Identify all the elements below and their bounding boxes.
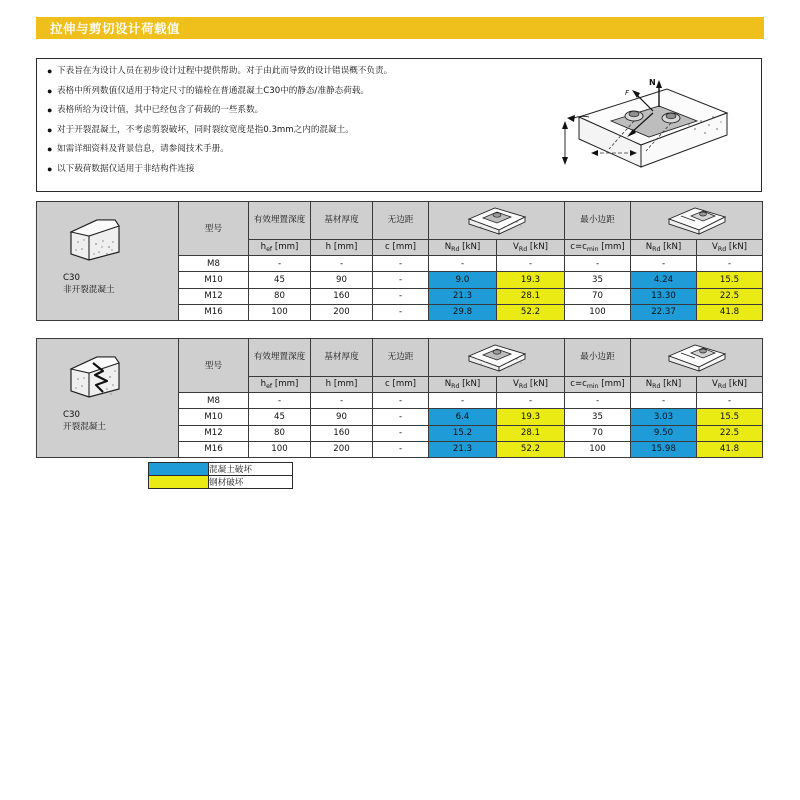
min-edge-slab-icon bbox=[631, 339, 763, 377]
concrete-block-icon bbox=[63, 214, 127, 269]
spec-grade: C30 bbox=[63, 273, 80, 283]
unit-nrd-min-edge: $N_{Rd}$ [kN] bbox=[631, 376, 697, 392]
spec-condition: 非开裂混凝土 bbox=[63, 285, 115, 295]
anchor-slab-force-diagram bbox=[549, 69, 739, 184]
cell-hef: 45 bbox=[249, 272, 311, 288]
anchor-slab-force-diagram-svg bbox=[549, 69, 739, 184]
cracked-concrete-block-icon bbox=[63, 351, 127, 406]
cell-c: - bbox=[373, 256, 429, 272]
unit-nrd-min-edge: $N_{Rd}$ [kN] bbox=[631, 239, 697, 255]
section-title-bar bbox=[36, 17, 764, 39]
cell-vrd-min-edge: 41.8 bbox=[697, 304, 763, 320]
legend-label-concrete-failure: 混凝土破坏 bbox=[209, 463, 293, 476]
cell-model: M12 bbox=[179, 288, 249, 304]
unit-vrd-min-edge: $V_{Rd}$ [kN] bbox=[697, 376, 763, 392]
bullet-icon: ● bbox=[47, 105, 53, 115]
col-header-no-edge: 无边距 bbox=[373, 339, 429, 377]
cell-cmin: 70 bbox=[565, 288, 631, 304]
note-text: 以下载荷数据仅适用于非结构件连接 bbox=[57, 163, 195, 174]
cell-cmin: 35 bbox=[565, 272, 631, 288]
cell-h: 200 bbox=[311, 304, 373, 320]
unit-hef: $h_{ef}$ [mm] bbox=[249, 239, 311, 255]
cell-nrd-min-edge: 15.98 bbox=[631, 441, 697, 457]
cell-vrd-no-edge: - bbox=[497, 393, 565, 409]
unit-c-cmin: $c=c_{min}$ [mm] bbox=[565, 239, 631, 255]
col-header-min-edge: 最小边距 bbox=[565, 202, 631, 240]
cell-cmin: - bbox=[565, 256, 631, 272]
notes-list bbox=[47, 65, 547, 182]
unit-nrd-no-edge: $N_{Rd}$ [kN] bbox=[429, 376, 497, 392]
bullet-icon: ● bbox=[47, 124, 53, 135]
page-title: 拉伸与剪切设计荷载值 bbox=[50, 22, 181, 36]
cell-cmin: 100 bbox=[565, 304, 631, 320]
cell-vrd-no-edge: 19.3 bbox=[497, 272, 565, 288]
col-header-no-edge: 无边距 bbox=[373, 202, 429, 240]
cell-nrd-no-edge: 21.3 bbox=[429, 288, 497, 304]
cell-vrd-no-edge: 52.2 bbox=[497, 304, 565, 320]
spec-label-cracked bbox=[63, 409, 106, 433]
bullet-icon: ● bbox=[47, 163, 53, 174]
no-edge-slab-icon bbox=[429, 339, 565, 377]
unit-c-cmin: $c=c_{min}$ [mm] bbox=[565, 376, 631, 392]
cell-nrd-min-edge: 22.37 bbox=[631, 304, 697, 320]
cell-model: M16 bbox=[179, 304, 249, 320]
cell-h: 90 bbox=[311, 272, 373, 288]
col-header-base-thickness: 基材厚度 bbox=[311, 339, 373, 377]
unit-vrd-no-edge: $V_{Rd}$ [kN] bbox=[497, 376, 565, 392]
cell-c: - bbox=[373, 393, 429, 409]
unit-h: h [mm] bbox=[311, 376, 373, 392]
legend-swatch-steel-failure bbox=[149, 476, 209, 489]
cell-nrd-min-edge: 4.24 bbox=[631, 272, 697, 288]
bullet-icon: ● bbox=[47, 144, 53, 154]
cell-nrd-min-edge: 13.30 bbox=[631, 288, 697, 304]
list-item bbox=[47, 124, 547, 137]
bullet-icon: ● bbox=[47, 85, 53, 96]
min-edge-slab-icon bbox=[631, 202, 763, 240]
cell-vrd-min-edge: 41.8 bbox=[697, 441, 763, 457]
unit-c: c [mm] bbox=[373, 239, 429, 255]
cell-cmin: 70 bbox=[565, 425, 631, 441]
cell-nrd-no-edge: 9.0 bbox=[429, 272, 497, 288]
cell-vrd-min-edge: - bbox=[697, 393, 763, 409]
unit-vrd-min-edge: $V_{Rd}$ [kN] bbox=[697, 239, 763, 255]
cell-vrd-no-edge: 52.2 bbox=[497, 441, 565, 457]
unit-hef: $h_{ef}$ [mm] bbox=[249, 376, 311, 392]
note-text: 对于开裂混凝土，不考虑剪裂破坏，同时裂纹宽度是指0.3mm之内的混凝土。 bbox=[57, 124, 354, 135]
bullet-icon: ● bbox=[47, 66, 53, 76]
list-item bbox=[47, 163, 547, 176]
table-cracked-concrete bbox=[36, 338, 763, 458]
cell-c: - bbox=[373, 409, 429, 425]
cell-model: M12 bbox=[179, 425, 249, 441]
cell-hef: 100 bbox=[249, 304, 311, 320]
spec-condition: 开裂混凝土 bbox=[63, 422, 106, 432]
spec-grade: C30 bbox=[63, 410, 80, 420]
cell-hef: - bbox=[249, 393, 311, 409]
cell-nrd-no-edge: 29.8 bbox=[429, 304, 497, 320]
cell-c: - bbox=[373, 304, 429, 320]
notes-box bbox=[36, 58, 762, 192]
force-label-shear: F bbox=[625, 89, 630, 97]
cell-model: M16 bbox=[179, 441, 249, 457]
cell-nrd-min-edge: 9.50 bbox=[631, 425, 697, 441]
cell-nrd-no-edge: 6.4 bbox=[429, 409, 497, 425]
force-label-normal: N bbox=[649, 78, 656, 87]
spec-cell-cracked bbox=[37, 339, 179, 458]
cell-c: - bbox=[373, 425, 429, 441]
list-item bbox=[47, 143, 547, 156]
col-header-embed-depth: 有效埋置深度 bbox=[249, 339, 311, 377]
cell-vrd-no-edge: 19.3 bbox=[497, 409, 565, 425]
table-header-row-top bbox=[37, 339, 763, 377]
cell-c: - bbox=[373, 272, 429, 288]
cell-h: 160 bbox=[311, 425, 373, 441]
cell-h: 160 bbox=[311, 288, 373, 304]
cell-cmin: 100 bbox=[565, 441, 631, 457]
list-item bbox=[47, 104, 547, 117]
col-header-model: 型号 bbox=[179, 339, 249, 393]
no-edge-slab-icon bbox=[429, 202, 565, 240]
unit-c: c [mm] bbox=[373, 376, 429, 392]
cell-vrd-min-edge: 22.5 bbox=[697, 425, 763, 441]
cell-vrd-min-edge: 22.5 bbox=[697, 288, 763, 304]
cell-hef: 80 bbox=[249, 288, 311, 304]
cell-nrd-min-edge: - bbox=[631, 256, 697, 272]
col-header-base-thickness: 基材厚度 bbox=[311, 202, 373, 240]
cell-model: M10 bbox=[179, 409, 249, 425]
cell-c: - bbox=[373, 441, 429, 457]
legend bbox=[148, 462, 293, 489]
legend-swatch-concrete-failure bbox=[149, 463, 209, 476]
cell-cmin: 35 bbox=[565, 409, 631, 425]
note-text: 下表旨在为设计人员在初步设计过程中提供帮助。对于由此而导致的设计错误概不负责。 bbox=[57, 66, 393, 76]
unit-h: h [mm] bbox=[311, 239, 373, 255]
cell-nrd-no-edge: - bbox=[429, 256, 497, 272]
cell-hef: - bbox=[249, 256, 311, 272]
cell-hef: 100 bbox=[249, 441, 311, 457]
note-text: 表格所给为设计值，其中已经包含了荷载的一些系数。 bbox=[57, 105, 264, 115]
cell-nrd-min-edge: - bbox=[631, 393, 697, 409]
cell-h: - bbox=[311, 393, 373, 409]
note-text: 表格中所列数值仅适用于特定尺寸的锚栓在普通混凝土C30中的静态/准静态荷载。 bbox=[57, 85, 370, 96]
cell-hef: 45 bbox=[249, 409, 311, 425]
list-item bbox=[47, 85, 547, 98]
cell-model: M8 bbox=[179, 393, 249, 409]
cell-nrd-no-edge: 21.3 bbox=[429, 441, 497, 457]
col-header-model: 型号 bbox=[179, 202, 249, 256]
cell-model: M10 bbox=[179, 272, 249, 288]
cell-model: M8 bbox=[179, 256, 249, 272]
cell-h: 200 bbox=[311, 441, 373, 457]
cell-hef: 80 bbox=[249, 425, 311, 441]
list-item bbox=[47, 65, 547, 78]
spec-label-uncracked bbox=[63, 272, 115, 296]
cell-vrd-min-edge: 15.5 bbox=[697, 409, 763, 425]
cell-vrd-no-edge: - bbox=[497, 256, 565, 272]
table-header-row-top bbox=[37, 202, 763, 240]
legend-label-steel-failure: 钢材破坏 bbox=[209, 476, 293, 489]
unit-vrd-no-edge: $V_{Rd}$ [kN] bbox=[497, 239, 565, 255]
cell-vrd-no-edge: 28.1 bbox=[497, 425, 565, 441]
legend-row-steel-failure bbox=[149, 476, 293, 489]
table-uncracked-concrete bbox=[36, 201, 763, 321]
spec-cell-uncracked bbox=[37, 202, 179, 321]
cell-vrd-min-edge: - bbox=[697, 256, 763, 272]
cell-c: - bbox=[373, 288, 429, 304]
unit-nrd-no-edge: $N_{Rd}$ [kN] bbox=[429, 239, 497, 255]
cell-vrd-no-edge: 28.1 bbox=[497, 288, 565, 304]
cell-vrd-min-edge: 15.5 bbox=[697, 272, 763, 288]
cell-cmin: - bbox=[565, 393, 631, 409]
cell-nrd-no-edge: - bbox=[429, 393, 497, 409]
legend-row-concrete-failure bbox=[149, 463, 293, 476]
col-header-embed-depth: 有效埋置深度 bbox=[249, 202, 311, 240]
note-text: 如需详细资料及背景信息，请参阅技术手册。 bbox=[57, 144, 229, 154]
col-header-min-edge: 最小边距 bbox=[565, 339, 631, 377]
cell-h: 90 bbox=[311, 409, 373, 425]
cell-nrd-no-edge: 15.2 bbox=[429, 425, 497, 441]
cell-h: - bbox=[311, 256, 373, 272]
cell-nrd-min-edge: 3.03 bbox=[631, 409, 697, 425]
